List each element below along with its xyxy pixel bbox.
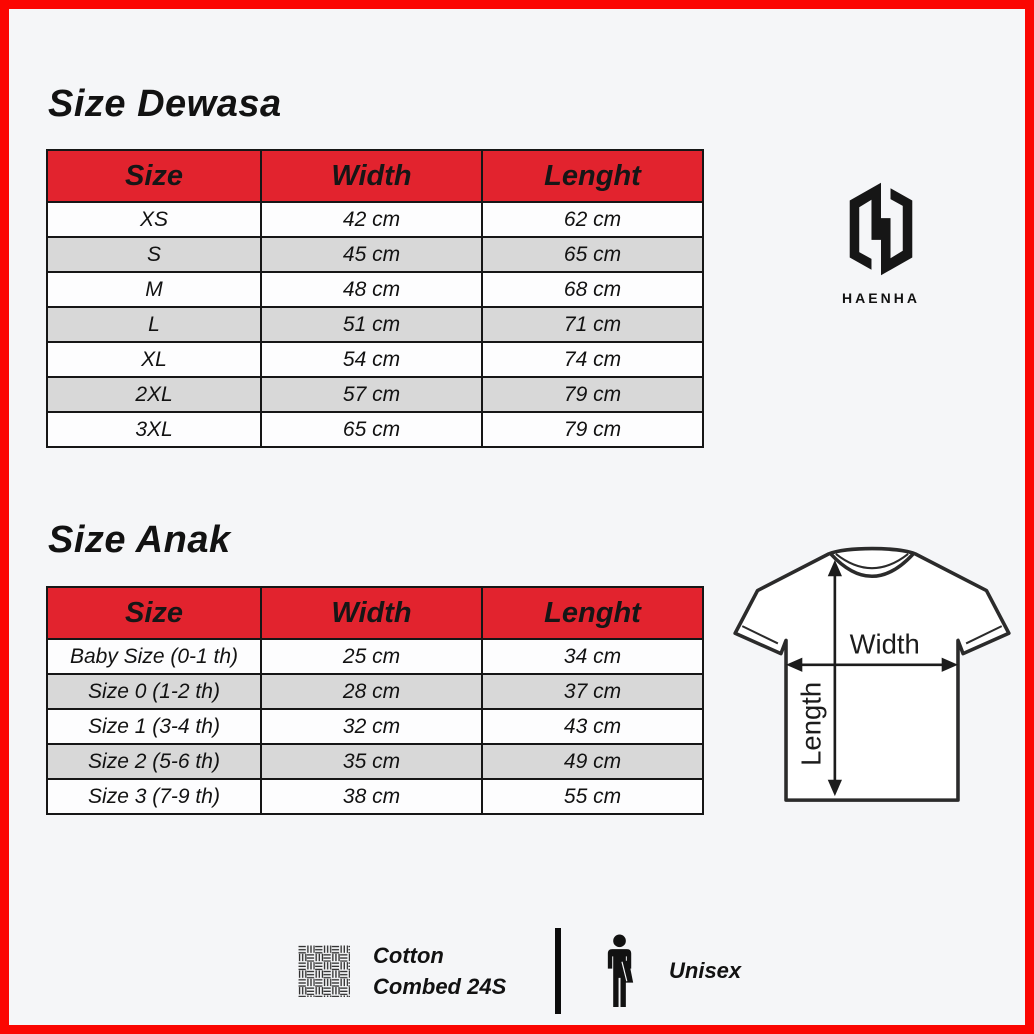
table-cell: 65 cm bbox=[482, 237, 703, 272]
table-header-row bbox=[47, 150, 703, 202]
header-cell-length: Lenght bbox=[482, 150, 703, 202]
table-cell: 79 cm bbox=[482, 412, 703, 447]
table-row bbox=[47, 412, 703, 447]
table-row bbox=[47, 342, 703, 377]
table-row bbox=[47, 377, 703, 412]
table-cell: M bbox=[47, 272, 261, 307]
brand-logo-icon bbox=[847, 181, 915, 277]
table-cell: Baby Size (0-1 th) bbox=[47, 639, 261, 674]
table-cell: 62 cm bbox=[482, 202, 703, 237]
kids-section-title: Size Anak bbox=[48, 519, 231, 561]
table-row bbox=[47, 307, 703, 342]
table-cell: 38 cm bbox=[261, 779, 482, 814]
table-cell: Size 1 (3-4 th) bbox=[47, 709, 261, 744]
table-cell: 25 cm bbox=[261, 639, 482, 674]
length-arrow-label: Length bbox=[795, 681, 827, 766]
table-cell: 54 cm bbox=[261, 342, 482, 377]
table-cell: Size 0 (1-2 th) bbox=[47, 674, 261, 709]
table-cell: S bbox=[47, 237, 261, 272]
table-cell: 34 cm bbox=[482, 639, 703, 674]
table-cell: 68 cm bbox=[482, 272, 703, 307]
table-row bbox=[47, 744, 703, 779]
table-cell: Size 2 (5-6 th) bbox=[47, 744, 261, 779]
footer-divider bbox=[555, 928, 561, 1014]
table-row bbox=[47, 779, 703, 814]
table-row bbox=[47, 237, 703, 272]
table-header-row bbox=[47, 587, 703, 639]
header-cell-length: Lenght bbox=[482, 587, 703, 639]
table-cell: 28 cm bbox=[261, 674, 482, 709]
table-cell: XL bbox=[47, 342, 261, 377]
width-arrow-label: Width bbox=[849, 628, 920, 660]
fabric-weave-icon bbox=[298, 945, 350, 997]
gender-label: Unisex bbox=[669, 958, 742, 983]
table-cell: 42 cm bbox=[261, 202, 482, 237]
table-cell: 49 cm bbox=[482, 744, 703, 779]
table-cell: 55 cm bbox=[482, 779, 703, 814]
table-row bbox=[47, 272, 703, 307]
table-cell: 43 cm bbox=[482, 709, 703, 744]
tshirt-icon bbox=[727, 543, 1017, 809]
table-cell: 51 cm bbox=[261, 307, 482, 342]
table-cell: L bbox=[47, 307, 261, 342]
table-cell: 32 cm bbox=[261, 709, 482, 744]
header-cell-width: Width bbox=[261, 587, 482, 639]
brand-block bbox=[831, 181, 931, 306]
adult-section-title: Size Dewasa bbox=[48, 83, 282, 125]
material-line1: Cotton bbox=[373, 943, 444, 968]
table-row bbox=[47, 674, 703, 709]
material-line2: Combed 24S bbox=[373, 974, 507, 999]
table-cell: 74 cm bbox=[482, 342, 703, 377]
table-row bbox=[47, 202, 703, 237]
table-cell: 3XL bbox=[47, 412, 261, 447]
table-cell: 35 cm bbox=[261, 744, 482, 779]
table-cell: 65 cm bbox=[261, 412, 482, 447]
table-cell: 57 cm bbox=[261, 377, 482, 412]
header-cell-size: Size bbox=[47, 150, 261, 202]
table-cell: XS bbox=[47, 202, 261, 237]
tshirt-measurement-diagram bbox=[727, 543, 1017, 814]
table-row bbox=[47, 639, 703, 674]
table-cell: 79 cm bbox=[482, 377, 703, 412]
table-cell: 48 cm bbox=[261, 272, 482, 307]
header-cell-size: Size bbox=[47, 587, 261, 639]
table-cell: 45 cm bbox=[261, 237, 482, 272]
adult-size-table bbox=[46, 149, 704, 448]
brand-name: HAENHA bbox=[842, 290, 920, 306]
unisex-person-icon bbox=[605, 934, 636, 1008]
table-cell: 71 cm bbox=[482, 307, 703, 342]
kids-size-table bbox=[46, 586, 704, 815]
material-text bbox=[373, 940, 525, 1002]
table-cell: 2XL bbox=[47, 377, 261, 412]
table-row bbox=[47, 709, 703, 744]
table-cell: 37 cm bbox=[482, 674, 703, 709]
header-cell-width: Width bbox=[261, 150, 482, 202]
table-cell: Size 3 (7-9 th) bbox=[47, 779, 261, 814]
footer-bar bbox=[298, 923, 741, 1019]
